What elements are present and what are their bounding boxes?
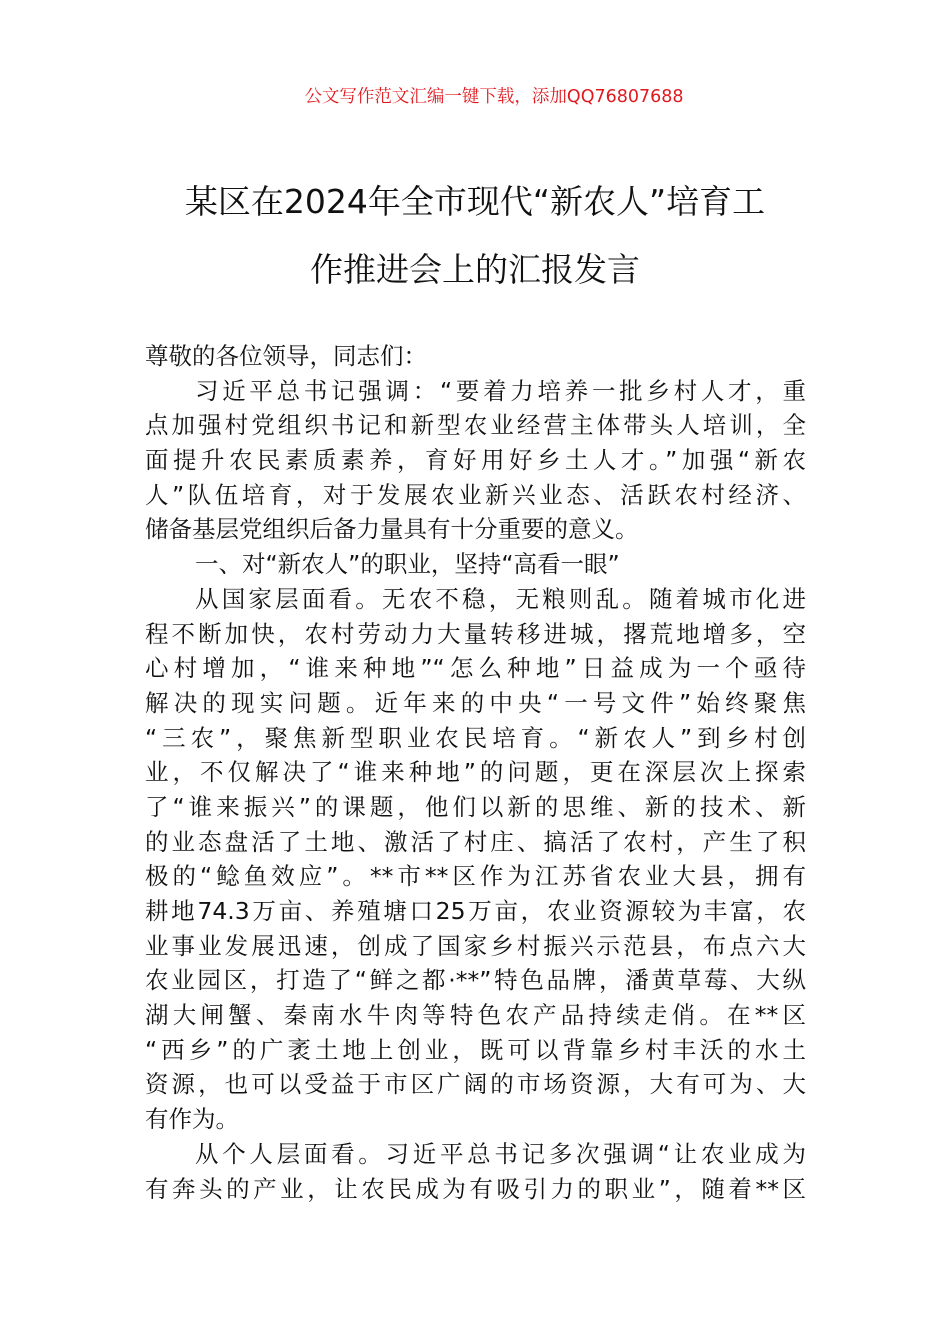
paragraph (145, 374, 806, 547)
text-line: 极的“鲶鱼效应”。**市**区作为江苏省农业大县，拥有 (145, 862, 806, 891)
text-line: 程不断加快，农村劳动力大量转移进城，撂荒地增多，空 (145, 619, 806, 648)
text-line: 湖大闸蟹、秦南水牛肉等特色农产品持续走俏。在**区 (145, 1001, 806, 1030)
text-line: 有奔头的产业，让农民成为有吸引力的职业”，随着**区 (145, 1174, 806, 1203)
text-line: “西乡”的广袤土地上创业，既可以背靠乡村丰沃的水土 (145, 1035, 806, 1064)
text-line: 耕地74.3万亩、养殖塘口25万亩，农业资源较为丰富，农 (145, 897, 806, 925)
text-line: 心村增加，“谁来种地”“怎么种地”日益成为一个亟待 (145, 654, 806, 683)
text-line: 有作为。 (145, 1105, 239, 1134)
text-line: 人”队伍培育，对于发展农业新兴业态、活跃农村经济、 (145, 480, 806, 509)
text-line: “三农”，聚焦新型职业农民培育。“新农人”到乡村创 (145, 723, 806, 752)
text-line: 业事业发展迅速，创成了国家乡村振兴示范县，布点六大 (145, 931, 806, 960)
paragraph (145, 582, 806, 1137)
text-line: 面提升农民素质素养，育好用好乡土人才。”加强“新农 (145, 446, 806, 475)
text-line: 点加强村党组织书记和新型农业经营主体带头人培训，全 (145, 411, 806, 440)
document-body (145, 339, 806, 1206)
text-line: 尊敬的各位领导，同志们： (145, 342, 427, 370)
text-line: 资源，也可以受益于市区广阔的市场资源，大有可为、大 (145, 1070, 806, 1099)
text-line: 业，不仅解决了“谁来种地”的问题，更在深层次上探索 (145, 758, 806, 787)
text-line: 解决的现实问题。近年来的中央“一号文件”始终聚焦 (145, 688, 806, 717)
text-line: 的业态盘活了土地、激活了村庄、搞活了农村，产生了积 (145, 827, 806, 856)
document-title-line-2: 作推进会上的汇报发言 (310, 250, 640, 289)
paragraph (145, 547, 806, 582)
paragraph (145, 1137, 806, 1206)
text-line: 从个人层面看。习近平总书记多次强调“让农业成为 (195, 1139, 806, 1168)
text-line: 习近平总书记强调：“要着力培养一批乡村人才，重 (195, 376, 806, 405)
text-line: 储备基层党组织后备力量具有十分重要的意义。 (145, 515, 639, 544)
paragraph (145, 339, 806, 374)
text-line: 一、对“新农人”的职业，坚持“高看一眼” (195, 550, 620, 579)
text-line: 从国家层面看。无农不稳，无粮则乱。随着城市化进 (195, 584, 806, 613)
download-banner: 公文写作范文汇编一键下载，添加QQ76807688 (304, 87, 684, 107)
text-line: 了“谁来振兴”的课题，他们以新的思维、新的技术、新 (145, 792, 806, 821)
document-title-line-1: 某区在2024年全市现代“新农人”培育工 (184, 182, 766, 221)
text-line: 农业园区，打造了“鲜之都·**”特色品牌，潘黄草莓、大纵 (145, 966, 806, 995)
